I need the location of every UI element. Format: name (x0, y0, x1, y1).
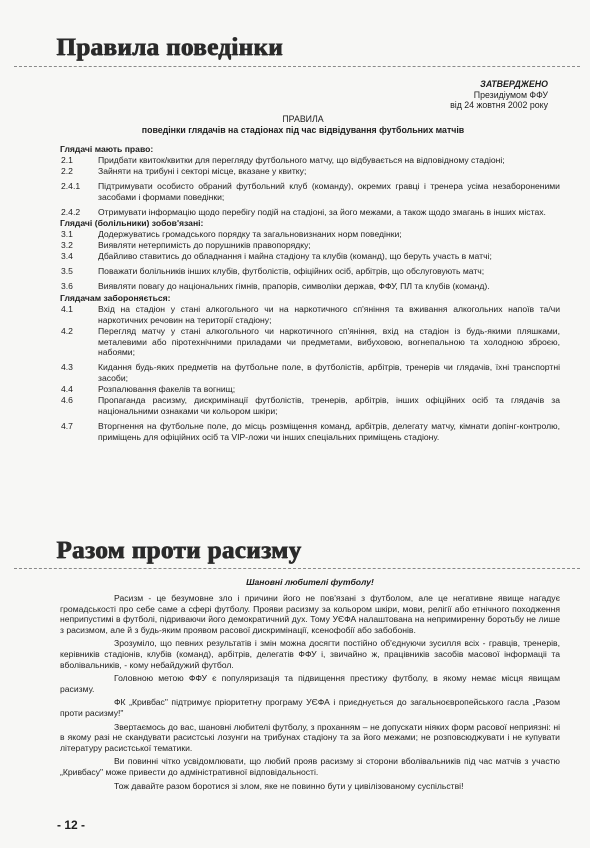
rule-text: Пропаганда расизму, дискримінації футболістів, тренерів, арбітрів, інших офіційних осіб та глядачів за національними ознаками чи кольором шкіри; (98, 395, 560, 416)
rule-text: Придбати квиток/квитки для перегляду футбольного матчу, що відбувається на відповідному стадіоні; (98, 154, 505, 165)
racism-appeal (60, 577, 560, 794)
rule-number: 3.5 (61, 266, 73, 277)
appeal-paragraph: Расизм - це безумовне зло і причини його не пов'язані з футболом, але це негативне явище нагадує громадськості про себе саме а сфері футболу. Прояви расизму за кольором шкіри, мови, релігії або етнічного походження неприпустимі в футболі, підриваючи його демократичний дух. Тому УЄФА налаштована на непримиренну боротьбу не лише з расизмом, але й з будь-яким проявом расової дискримінації, ксенофобії або забобонів. (60, 592, 560, 636)
rule-number: 4.6 (61, 395, 73, 406)
rule-item (60, 207, 560, 218)
rule-number: 2.1 (61, 154, 73, 165)
appeal-paragraph: ФК „Кривбас" підтримує пріоритетну програму УЄФА і приєднується до загальноєвропейського гасла „Разом проти расизму!" (60, 697, 560, 719)
rule-number: 4.3 (61, 362, 73, 373)
rule-text: Підтримувати особисто обраний футбольний клуб (команду), окремих гравці і тренера усіма незабороненими засобами і формами поведінки; (98, 180, 560, 202)
rule-item (60, 229, 560, 240)
rule-text: Виявляти нетерпимість до порушників правопорядку; (98, 240, 311, 251)
rule-number: 3.1 (61, 229, 73, 240)
heading-rule-1 (14, 66, 580, 67)
appeal-paragraph: Звертаємось до вас, шановні любителі футболу, з проханням – не допускати ніяких форм расової неприязні: ні в якому разі не скандувати расистські лозунги на трибунах стадіону та за його межами; не розповсюджувати і не купувати літературу расистської тематики. (60, 721, 560, 754)
appeal-paragraph: Зрозуміло, що певних результатів і змін можна досягти постійно об'єднуючи зусилля всіх - гравців, тренерів, керівників стадіонів, клубів (команд), арбітрів, делегатів ФФУ і, звичайно ж, працівників засобів масової інформаціі та вболівальників, - кому небайдужий футбол. (60, 638, 560, 671)
section-header: Глядачі мають право: (60, 144, 154, 154)
rule-text: Кидання будь-яких предметів на футбольне поле, в футболістів, арбітрів, тренерів чи глядачів, їхні транспортні засоби; (98, 362, 560, 384)
rule-item (60, 421, 560, 443)
rule-item (60, 266, 560, 277)
rule-text: Розпалювання факелів та вогнищ; (98, 384, 236, 395)
rule-item (60, 362, 560, 384)
rule-number: 3.6 (61, 280, 73, 291)
heading-rules-of-conduct: Правила поведінки (56, 34, 283, 61)
rule-item (60, 395, 560, 417)
rule-item (60, 240, 560, 251)
appeal-paragraph: Ви повинні чітко усвідомлювати, що любий прояв расизму зі сторони вболівальників під час матчів з участю „Кривбасу" може привести до адміністративної відповідальності. (60, 756, 560, 778)
heading-against-racism: Разом проти расизму (56, 537, 302, 564)
rule-number: 2.4.1 (61, 180, 81, 191)
appeal-paragraph: Тож давайте разом боротися зі злом, яке не повинно бути у цивілізованому суспільстві! (114, 780, 464, 791)
rule-number: 4.7 (61, 420, 73, 431)
heading-rule-2 (14, 568, 580, 569)
rule-text: Вторгнення на футбольне поле, до місць розміщення команд, арбітрів, делегату матчу, кімнати допінг-контролю, приміщень для офіційних осіб та VIP-ложи чи інших спеціальних приміщень стадіону. (98, 420, 560, 442)
approved-by: Президіумом ФФУ (473, 89, 548, 100)
rule-text: Вхід на стадіон у стані алкогольного чи на наркотичного сп'яніння та вживання алкогольних напоїв та/чи наркотичних речовин на території стадіону; (98, 303, 560, 325)
rule-item (60, 181, 560, 203)
rule-item (60, 166, 560, 177)
appeal-paragraph: Головною метою ФФУ є популяризація та підвищення престижу футболу, в якому немає місця явищам расизму. (60, 673, 560, 695)
document-title-sub: поведінки глядачів на стадіонах під час відвідування футбольних матчів (141, 124, 465, 135)
page-number: - 12 - (57, 818, 86, 832)
rule-item (60, 251, 560, 262)
rule-text: Виявляти повагу до національних гімнів, прапорів, символіки держав, ФФУ, ПЛ та клубів (команд). (98, 280, 490, 291)
rule-text: Поважати болільників інших клубів, футболістів, офіційних осіб, арбітрів, що обслуговують матч; (98, 266, 485, 277)
rule-number: 4.4 (61, 384, 73, 395)
document-title-main: ПРАВИЛА (282, 114, 324, 124)
rule-number: 4.1 (61, 303, 73, 314)
rule-text: Зайняти на трибуні і секторі місце, вказане у квитку; (98, 165, 307, 176)
rule-number: 2.2 (61, 165, 73, 176)
rule-item (60, 155, 560, 166)
approved-date: від 24 жовтня 2002 року (450, 100, 548, 111)
rule-text: Додержуватись громадського порядку та загальновизнаних норм поведінки; (98, 229, 402, 240)
section-header: Глядачам забороняється: (60, 292, 171, 303)
rule-number: 3.4 (61, 251, 73, 262)
rule-text: Дбайливо ставитись до обладнання і майна стадіону та клубів (команд), що беруть участь в матчі; (98, 251, 492, 262)
rule-number: 4.2 (61, 325, 73, 336)
document-title (40, 114, 566, 135)
approval-block (318, 79, 548, 111)
rule-item (60, 326, 560, 359)
rule-item (60, 281, 560, 292)
approved-label: ЗАТВЕРДЖЕНО (480, 79, 548, 89)
rule-number: 2.4.2 (61, 206, 81, 217)
rule-text: Перегляд матчу у стані алкогольного чи наркотичного сп'яніння, вхід на стадіон із будь-якими пляшками, металевими або піротехнічними приладами чи предметами, вибуховою, вогнепальною та холодною зброєю, набоями; (98, 325, 560, 358)
rule-item (60, 304, 560, 326)
rule-text: Отримувати інформацію щодо перебігу подій на стадіоні, за його межами, а також щодо змагань в інших містах. (98, 206, 546, 217)
rules-list (60, 143, 560, 443)
rule-item (60, 384, 560, 395)
section-header: Глядачі (болільники) зобов'язані: (60, 218, 204, 229)
greeting: Шановні любителі футболу! (246, 577, 374, 587)
rule-number: 3.2 (61, 240, 73, 251)
appeal-paragraphs (60, 593, 560, 792)
